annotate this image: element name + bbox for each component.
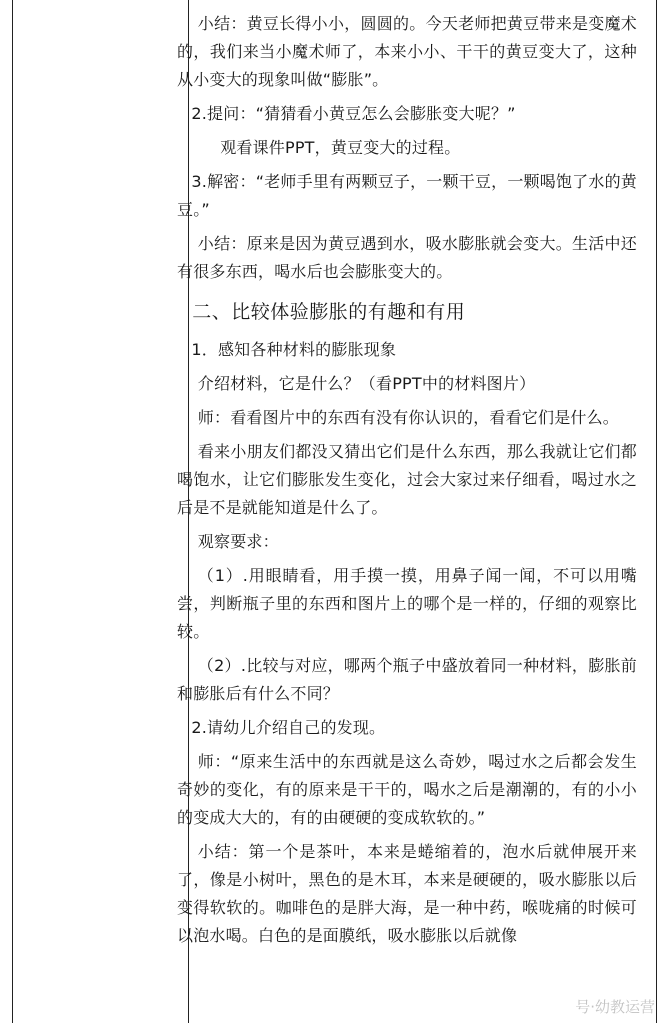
materials-intro: 1．感知各种材料的膨胀现象 [191,340,397,359]
teacher-prompt-1: 师：看看图片中的东西有没有你认识的，看看它们是什么。 [197,408,619,427]
materials-question: 介绍材料，它是什么？（看PPT中的材料图片） [197,374,536,393]
ppt-viewing-paragraph: 观看课件PPT，黄豆变大的过程。 [220,138,461,157]
guess-paragraph: 看来小朋友们都没又猜出它们是什么东西，那么我就让它们都喝饱水，让它们膨胀发生变化，过会大家过来仔细看，喝过水之后是不是就能知道是什么了。 [177,442,637,517]
children-share: 2.请幼儿介绍自己的发现。 [191,718,386,737]
summary-paragraph-1: 小结：黄豆长得小小，圆圆的。今天老师把黄豆带来是变魔术的，我们来当小魔术师了，本来小小、干干的黄豆变大了，这种从小变大的现象叫做“膨胀”。 [177,14,637,89]
requirement-2: （2）.比较与对应，哪两个瓶子中盛放着同一种材料，膨胀前和膨胀后有什么不同？ [177,656,637,703]
section-heading: 二、比较体验膨胀的有趣和有用 [192,301,466,323]
teacher-prompt-2: 师：“原来生活中的东西就是这么奇妙，喝过水之后都会发生奇妙的变化，有的原来是干干的，喝水之后是潮潮的，有的小小的变成大大的，有的由硬硬的变成软软的。” [177,752,637,827]
question-paragraph: 2.提问：“猜猜看小黄豆怎么会膨胀变大呢？” [191,104,516,123]
summary-paragraph-2: 小结：原来是因为黄豆遇到水，吸水膨胀就会变大。生活中还有很多东西，喝水后也会膨胀变大的。 [177,234,637,281]
observation-requirements: 观察要求： [197,532,279,551]
watermark: 号·幼教运营 [575,998,655,1016]
requirement-1: （1）.用眼睛看，用手摸一摸，用鼻子闻一闻，不可以用嘴尝，判断瓶子里的东西和图片上的哪个是一样的，仔细的观察比较。 [177,566,637,641]
reveal-paragraph: 3.解密：“老师手里有两颗豆子，一颗干豆，一颗喝饱了水的黄豆。” [177,172,637,219]
summary-paragraph-3: 小结：第一个是茶叶，本来是蜷缩着的，泡水后就伸展开来了，像是小树叶，黑色的是木耳，本来是硬硬的，吸水膨胀以后变得软软的。咖啡色的是胖大海，是一种中药，喉咙痛的时候可以泡水喝。白色的是面膜纸，吸水膨胀以后就像 [177,842,637,945]
lesson-content [177,10,637,956]
